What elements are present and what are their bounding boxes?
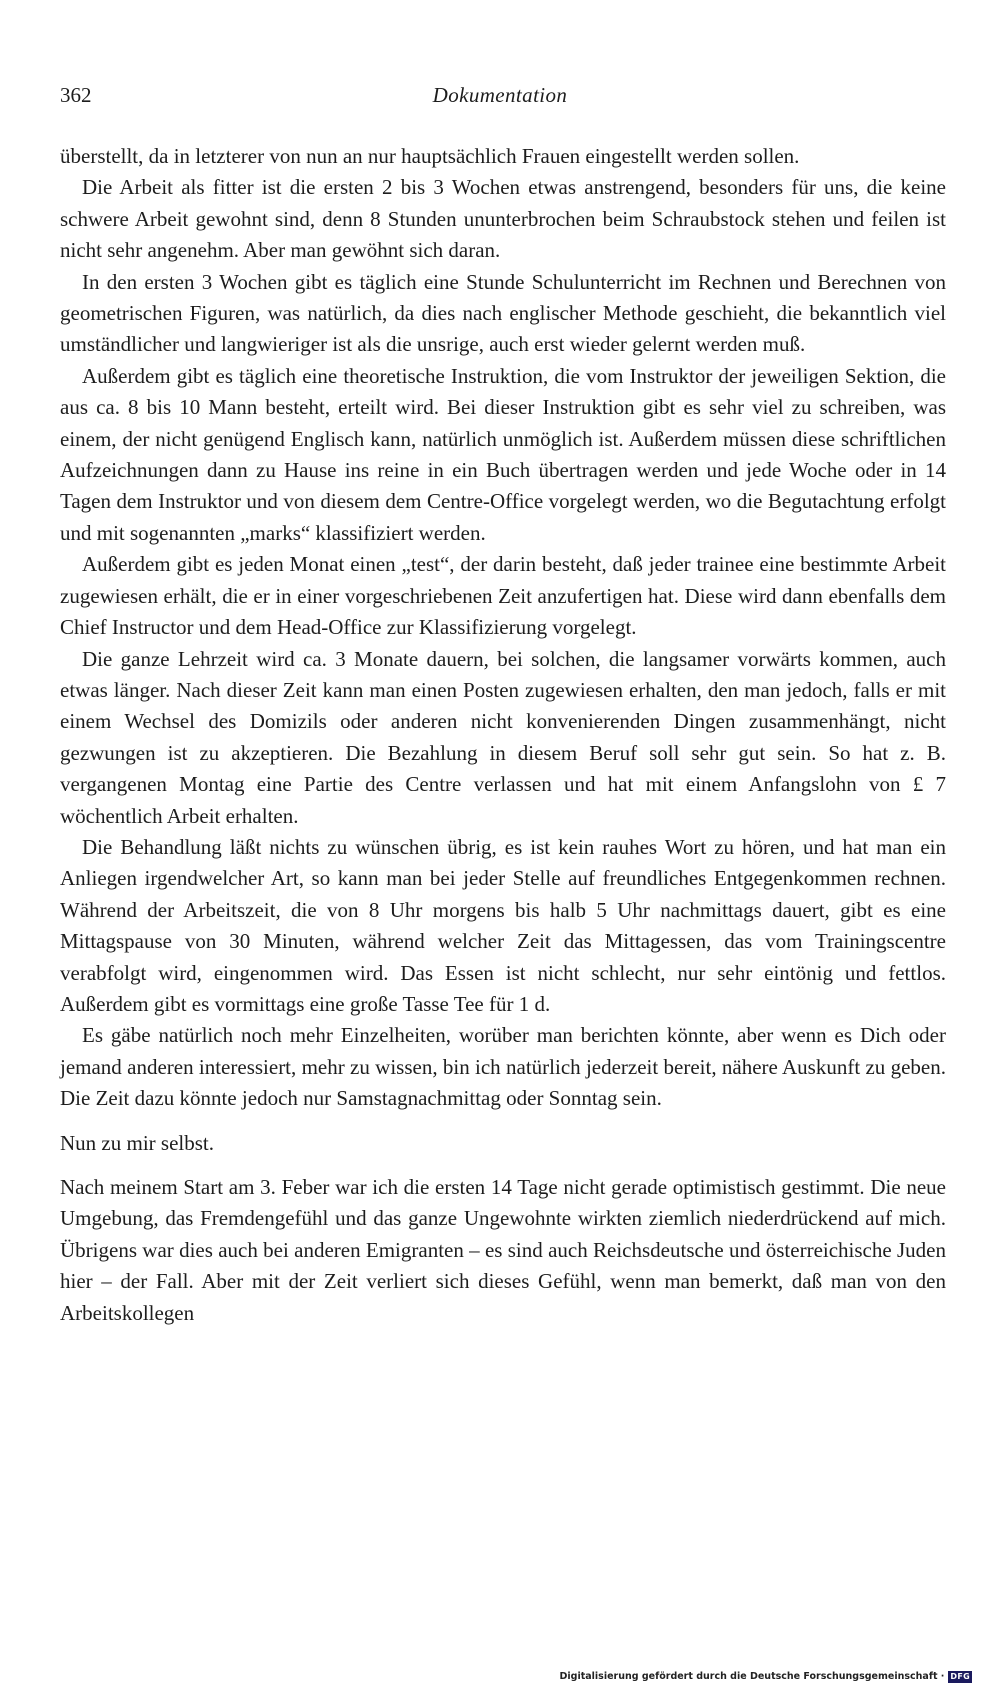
page-number: 362 — [60, 83, 92, 107]
paragraph: Es gäbe natürlich noch mehr Einzelheiten, worüber man berichten könnte, aber wenn es Dich oder jemand anderen interessiert, mehr zu wissen, bin ich natürlich jederzeit bereit, nähere Auskunft zu geben. Die Zeit dazu könnte jedoch nur Samstagnachmittag oder Sonntag sein. — [60, 1023, 946, 1111]
paragraph: Die Behandlung läßt nichts zu wünschen übrig, es ist kein rauhes Wort zu hören, und hat man ein Anliegen irgendwelcher Art, so kann man bei jeder Stelle auf freundliches Entgegenkommen rechnen. Während der Arbeitszeit, die von 8 Uhr morgens bis halb 5 Uhr nachmittags dauert, gibt es eine Mittagspause von 30 Minuten, während welcher Zeit das Mittagessen, das vom Trainingscentre verabfolgt wird, eingenommen wird. Das Essen ist nicht schlecht, nur sehr eintönig und fettlos. Außerdem gibt es vormittags eine große Tasse Tee für 1 d. — [60, 834, 946, 1016]
paragraph: Die Arbeit als fitter ist die ersten 2 bis 3 Wochen etwas anstrengend, besonders für uns, die keine schwere Arbeit gewohnt sind, denn 8 Stunden ununterbrochen beim Schraubstock stehen und feilen ist nicht sehr angenehm. Aber man gewöhnt sich daran. — [60, 175, 946, 263]
running-title: Dokumentation — [432, 83, 568, 107]
paragraph: In den ersten 3 Wochen gibt es täglich eine Stunde Schulunterricht im Rechnen und Berechnen von geometrischen Figuren, was natürlich, da dies nach englischer Methode geschieht, die bekanntlich viel umständlicher und langwieriger ist als die unsrige, auch erst wieder gelernt werden muß. — [60, 269, 946, 357]
digitization-credit — [560, 1671, 972, 1683]
body-text — [60, 141, 946, 1329]
paragraph: Nach meinem Start am 3. Feber war ich die ersten 14 Tage nicht gerade optimistisch gestimmt. Die neue Umgebung, das Fremdengefühl und das ganze Ungewohnte wirkten ziemlich niederdrückend auf mich. Übrigens war dies auch bei anderen Emigranten – es sind auch Reichsdeutsche und österreichische Juden hier – der Fall. Aber mit der Zeit verliert sich dieses Gefühl, wenn man bemerkt, daß man von den Arbeitskollegen — [60, 1175, 946, 1325]
credit-text: Digitalisierung gefördert durch die Deutsche Forschungsgemeinschaft · — [559, 1671, 945, 1682]
paragraph: überstellt, da in letzterer von nun an nur hauptsächlich Frauen eingestellt werden sollen. — [60, 144, 800, 168]
paragraph: Außerdem gibt es jeden Monat einen „test“, der darin besteht, daß jeder trainee eine bestimmte Arbeit zugewiesen erhält, die er in einer vorgeschriebenen Zeit anzufertigen hat. Diese wird dann ebenfalls dem Chief Instructor und dem Head-Office zur Klassifizierung vorgelegt. — [60, 552, 946, 640]
paragraph: Außerdem gibt es täglich eine theoretische Instruktion, die vom Instruktor der jeweiligen Sektion, die aus ca. 8 bis 10 Mann besteht, erteilt wird. Bei dieser Instruktion gibt es sehr viel zu schreiben, was einem, der nicht genügend Englisch kann, natürlich unmöglich ist. Außerdem müssen diese schriftlichen Aufzeichnungen dann zu Hause ins reine in ein Buch übertragen werden und jede Woche oder in 14 Tagen dem Instruktor und von diesem dem Centre-Office vorgelegt werden, wo die Begutachtung erfolgt und mit sogenannten „marks“ klassifiziert werden. — [60, 363, 946, 545]
paragraph: Die ganze Lehrzeit wird ca. 3 Monate dauern, bei solchen, die langsamer vorwärts kommen, auch etwas länger. Nach dieser Zeit kann man einen Posten zugewiesen erhalten, den man jedoch, falls er mit einem Wechsel des Domizils oder anderen nicht konvenierenden Dingen zusammenhängt, nicht gezwungen ist zu akzeptieren. Die Bezahlung in diesem Beruf soll sehr gut sein. So hat z. B. vergangenen Montag eine Partie des Centre verlassen und hat mit einem Anfangslohn von £ 7 wöchentlich Arbeit erhalten. — [60, 646, 946, 828]
dfg-logo-icon: DFG — [950, 1672, 970, 1681]
paragraph: Nun zu mir selbst. — [60, 1130, 214, 1155]
